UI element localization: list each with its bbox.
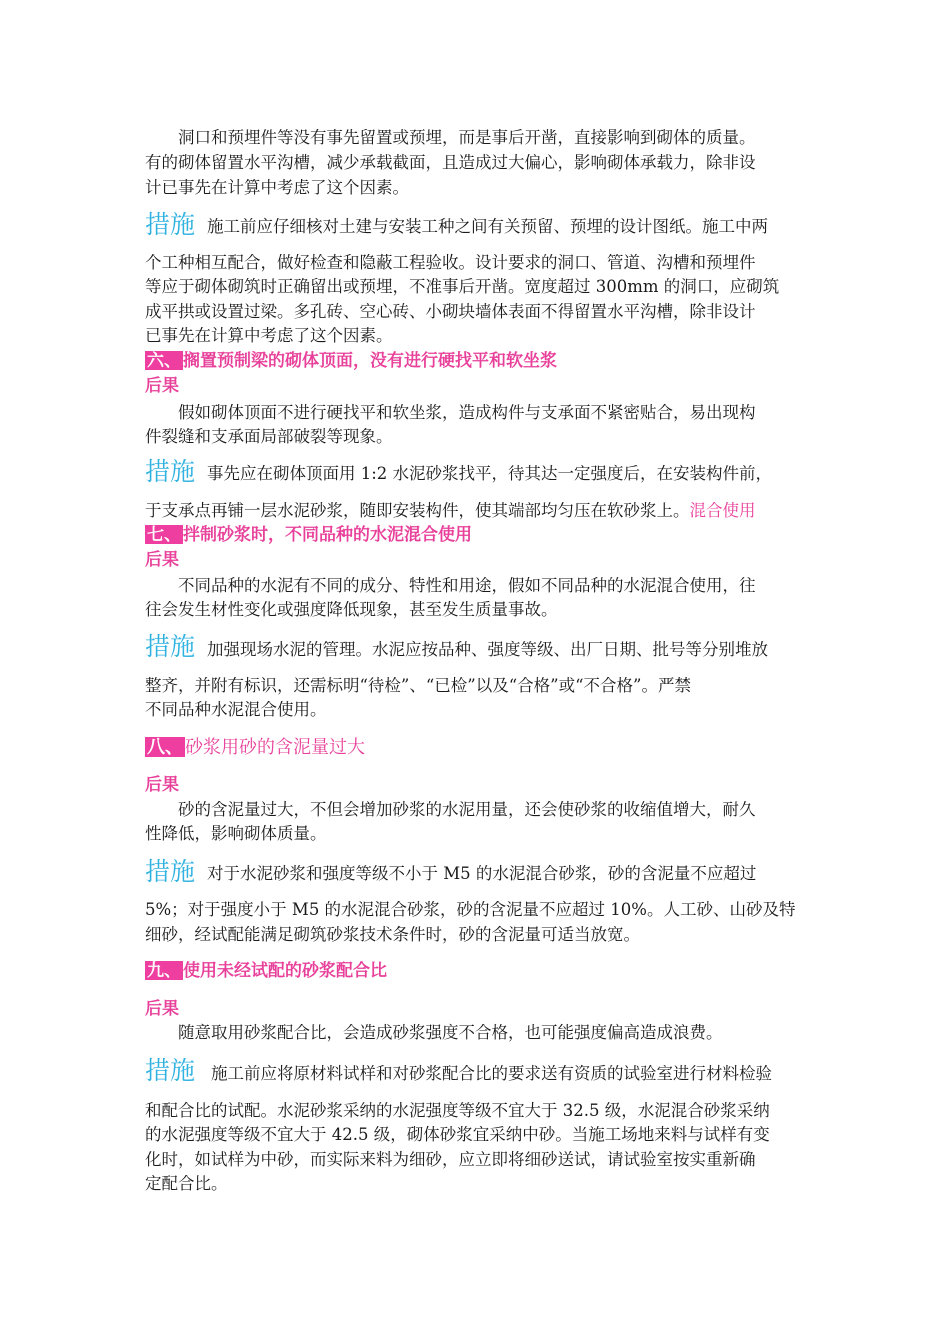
result-label: 后果 <box>145 999 179 1018</box>
s9-result-line-1: 随意取用砂浆配合比，会造成砂浆强度不合格，也可能强度偏高造成浪费。 <box>178 1023 723 1042</box>
section-8-number: 八、 <box>147 737 183 757</box>
s9-measure-line-4: 化时，如试样为中砂，而实际来料为细砂，应立即将细砂送试，请试验室按实重新确 <box>145 1150 756 1169</box>
s9-measure-line-2: 和配合比的试配。水泥砂浆采纳的水泥强度等级不宜大于 32.5 级，水泥混合砂浆采纳 <box>145 1101 770 1120</box>
section-6-number: 六、 <box>147 351 181 370</box>
s6-measure-line-2 <box>145 500 756 522</box>
intro-line-2: 有的砌体留置水平沟槽，减少承载截面，且造成过大偏心，影响砌体承载力，除非设 <box>145 153 756 172</box>
s8-result-line-2: 性降低，影响砌体质量。 <box>145 824 327 843</box>
intro-line-3: 计已事先在计算中考虑了这个因素。 <box>145 178 409 197</box>
measure-label: 措施 <box>145 1056 196 1085</box>
s5-measure-line-5: 已事先在计算中考虑了这个因素。 <box>145 326 393 345</box>
result-label: 后果 <box>145 376 179 395</box>
s8-result-line-1: 砂的含泥量过大，不但会增加砂浆的水泥用量，还会使砂浆的收缩值增大，耐久 <box>178 800 756 819</box>
result-label: 后果 <box>145 550 179 569</box>
section-9-number: 九、 <box>147 961 181 980</box>
section-6-heading <box>145 350 557 372</box>
section-8-heading <box>145 736 365 758</box>
s6-result-line-1: 假如砌体顶面不进行硬找平和软坐浆，造成构件与支承面不紧密贴合，易出现构 <box>178 403 756 422</box>
section-6-title: 搁置预制梁的砌体顶面，没有进行硬找平和软坐浆 <box>183 351 557 370</box>
measure-label: 措施 <box>145 210 196 239</box>
s8-measure-line-1: 对于水泥砂浆和强度等级不小于 M5 的水泥混合砂浆，砂的含泥量不应超过 <box>207 864 757 883</box>
s8-measure-line-3: 细砂，经试配能满足砌筑砂浆技术条件时，砂的含泥量可适当放宽。 <box>145 925 640 944</box>
s5-measure-line-3: 等应于砌体砌筑时正确留出或预埋，不准事后开凿。宽度超过 300mm 的洞口，应砌筑 <box>145 277 780 296</box>
s6-measure-line-2-pink: 混合使用 <box>689 502 756 520</box>
measure-label: 措施 <box>145 857 196 886</box>
section-7-title: 拌制砂浆时，不同品种的水泥混合使用 <box>183 525 472 544</box>
s9-measure-line-3: 的水泥强度等级不宜大于 42.5 级，砌体砂浆宜采纳中砂。当施工场地来料与试样有变 <box>145 1125 770 1144</box>
intro-line-1: 洞口和预埋件等没有事先留置或预埋，而是事后开凿，直接影响到砌体的质量。 <box>178 128 756 147</box>
measure-label: 措施 <box>145 457 196 486</box>
measure-label: 措施 <box>145 632 196 661</box>
s5-measure-line-2: 个工种相互配合，做好检查和隐蔽工程验收。设计要求的洞口、管道、沟槽和预埋件 <box>145 253 756 272</box>
section-8-title: 砂浆用砂的含泥量过大 <box>185 737 365 757</box>
s7-measure-line-1: 加强现场水泥的管理。水泥应按品种、强度等级、出厂日期、批号等分别堆放 <box>207 640 768 659</box>
section-7-heading <box>145 524 472 546</box>
section-7-number: 七、 <box>147 525 181 544</box>
section-9-heading <box>145 960 387 982</box>
section-9-title: 使用未经试配的砂浆配合比 <box>183 961 387 980</box>
s7-result-line-1: 不同品种的水泥有不同的成分、特性和用途，假如不同品种的水泥混合使用，往 <box>178 576 756 595</box>
s6-measure-line-1: 事先应在砌体顶面用 1:2 水泥砂浆找平，待其达一定强度后，在安装构件前， <box>207 464 773 483</box>
s7-measure-line-2: 整齐，并附有标识，还需标明“待检”、“已检”以及“合格”或“不合格”。严禁 <box>145 676 691 695</box>
result-label: 后果 <box>145 775 179 794</box>
s8-measure-line-2: 5%；对于强度小于 M5 的水泥混合砂浆，砂的含泥量不应超过 10%。人工砂、山砂及特 <box>145 900 796 919</box>
s6-measure-line-2-text: 于支承点再铺一层水泥砂浆，随即安装构件，使其端部均匀压在软砂浆上。 <box>145 501 690 520</box>
s9-measure-line-1: 施工前应将原材料试样和对砂浆配合比的要求送有资质的试验室进行材料检验 <box>211 1064 772 1083</box>
s5-measure-line-4: 成平拱或设置过梁。多孔砖、空心砖、小砌块墙体表面不得留置水平沟槽，除非设计 <box>145 302 756 321</box>
s7-result-line-2: 往会发生材性变化或强度降低现象，甚至发生质量事故。 <box>145 600 558 619</box>
s9-measure-line-5: 定配合比。 <box>145 1174 228 1193</box>
s7-measure-line-3: 不同品种水泥混合使用。 <box>145 700 327 719</box>
s6-result-line-2: 件裂缝和支承面局部破裂等现象。 <box>145 427 393 446</box>
s5-measure-line-1: 施工前应仔细核对土建与安装工种之间有关预留、预埋的设计图纸。施工中两 <box>207 217 768 236</box>
